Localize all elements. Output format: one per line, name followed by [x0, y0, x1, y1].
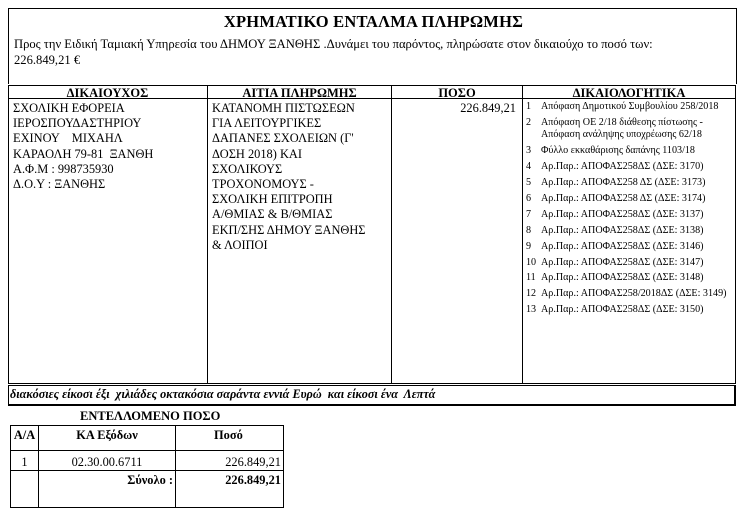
reason-block [212, 101, 390, 253]
header-beneficiary: ΔΙΚΑΙΟΥΧΟΣ [66, 86, 149, 100]
amount-in-words: διακόσιες είκοσι έξι χιλιάδες οκτακόσια σαράντα εννιά Ευρώ και είκοσι ένα Λεπτά [10, 387, 436, 401]
justification-text: Αρ.Παρ.: ΑΠΟΦΑΣ258ΔΣ (ΔΣΕ: 3170) [541, 161, 704, 173]
justification-number: 1 [526, 101, 532, 112]
reason-line: ΣΧΟΛΙΚΗ ΕΠΙΤΡΟΠΗ [212, 192, 333, 207]
reason-line: ΔΟΣΗ 2018) ΚΑΙ [212, 146, 302, 161]
beneficiary-afm: Α.Φ.Μ : 998735930 [13, 161, 114, 176]
table-left-border [8, 85, 9, 384]
justification-item [526, 177, 732, 190]
header-reason: ΑΙΤΙΑ ΠΛΗΡΩΜΗΣ [242, 86, 357, 100]
justification-number: 7 [526, 208, 532, 220]
header-aa: Α/Α [11, 426, 39, 451]
justification-item [526, 193, 732, 206]
reason-line: ΕΚΠ/ΣΗΣ ΔΗΜΟΥ ΞΑΝΘΗΣ [212, 222, 366, 237]
header-justifications: ΔΙΚΑΙΟΛΟΓΗΤΙΚΑ [572, 86, 686, 100]
amount-value: 226.849,21 [460, 101, 516, 115]
justification-item [526, 257, 732, 270]
intro-text [14, 36, 734, 68]
justification-item [526, 101, 732, 114]
reason-line: Α/ΘΜΙΑΣ & Β/ΘΜΙΑΣ [212, 207, 333, 222]
reason-line: ΚΑΤΑΝΟΜΗ ΠΙΣΤΩΣΕΩΝ [212, 101, 355, 115]
justification-text: Απόφαση ΟΕ 2/18 διάθεσης πίστωσης - Απόφαση ανάληψης υποχρέωσης 62/18 [541, 116, 703, 141]
justification-text: Αρ.Παρ.: ΑΠΟΦΑΣ258ΔΣ (ΔΣΕ: 3147) [541, 256, 704, 268]
justification-text: Αρ.Παρ.: ΑΠΟΦΑΣ258 ΔΣ (ΔΣΕ: 3173) [541, 177, 706, 189]
justification-item [526, 288, 732, 301]
justification-number: 8 [526, 224, 532, 236]
beneficiary-line: ΣΧΟΛΙΚΗ ΕΦΟΡΕΙΑ [13, 101, 125, 115]
ordered-amount-title: ΕΝΤΕΛΛΟΜΕΝΟ ΠΟΣΟ [80, 409, 221, 423]
justification-item [526, 241, 732, 254]
justification-number: 6 [526, 192, 532, 204]
justification-text: Αρ.Παρ.: ΑΠΟΦΑΣ258/2018ΔΣ (ΔΣΕ: 3149) [541, 288, 727, 300]
justification-item [526, 304, 732, 317]
header-expense-code: ΚΑ Εξόδων [39, 426, 176, 451]
justification-number: 11 [526, 272, 536, 284]
reason-line: ΤΡΟΧΟΝΟΜΟΥΣ - [212, 177, 314, 192]
justification-text: Αρ.Παρ.: ΑΠΟΦΑΣ258ΔΣ (ΔΣΕ: 3146) [541, 240, 704, 252]
column-divider-3 [522, 85, 523, 384]
justification-text: Αρ.Παρ.: ΑΠΟΦΑΣ258ΔΣ (ΔΣΕ: 3148) [541, 272, 704, 284]
justification-number: 2 [526, 116, 532, 128]
justification-text: Αρ.Παρ.: ΑΠΟΦΑΣ258ΔΣ (ΔΣΕ: 3137) [541, 208, 704, 220]
justification-number: 9 [526, 240, 532, 252]
justification-number: 3 [526, 145, 532, 157]
table-bottom-border [8, 383, 736, 384]
justification-item [526, 145, 732, 158]
justification-number: 13 [526, 304, 537, 316]
ordered-amount-header-row [11, 426, 284, 451]
row-aa: 1 [11, 451, 39, 471]
justification-item [526, 272, 732, 285]
justification-item [526, 225, 732, 238]
table-right-border [735, 85, 736, 384]
beneficiary-block [13, 101, 205, 192]
table-row [11, 451, 284, 471]
beneficiary-line: ΚΑΡΑΟΛΗ 79-81 ΞΑΝΘΗ [13, 146, 154, 161]
column-divider-2 [391, 85, 392, 384]
justification-number: 4 [526, 161, 532, 173]
header-amount: Ποσό [176, 426, 284, 451]
intro-line-1: Προς την Ειδική Ταμιακή Υπηρεσία του ΔΗΜΟΥ ΞΑΝΘΗΣ .Δυνάμει του παρόντος, πληρώσατε στον δικαιούχο το ποσό των: [14, 37, 653, 51]
justification-number: 10 [526, 256, 537, 268]
justification-item [526, 161, 732, 174]
justification-text: Φύλλο εκκαθάρισης δαπάνης 1103/18 [541, 145, 695, 157]
total-row [11, 471, 284, 508]
justification-number: 5 [526, 177, 532, 189]
beneficiary-line: ΕΧΙΝΟΥ ΜΙΧΑΗΛ [13, 131, 123, 146]
row-expense-code: 02.30.00.6711 [39, 451, 176, 471]
total-empty-cell [11, 471, 39, 508]
row-amount: 226.849,21 [176, 451, 284, 471]
document-title: ΧΡΗΜΑΤΙΚΟ ΕΝΤΑΛΜΑ ΠΛΗΡΩΜΗΣ [223, 12, 524, 31]
intro-amount: 226.849,21 € [14, 53, 81, 67]
justification-text: Αρ.Παρ.: ΑΠΟΦΑΣ258 ΔΣ (ΔΣΕ: 3174) [541, 192, 706, 204]
justification-item [526, 209, 732, 222]
total-label: Σύνολο : [39, 471, 176, 508]
header-amount: ΠΟΣΟ [438, 86, 476, 100]
justification-text: Απόφαση Δημοτικού Συμβουλίου 258/2018 [541, 101, 719, 112]
beneficiary-line: ΙΕΡΟΣΠΟΥΔΑΣΤΗΡΙΟΥ [13, 116, 142, 131]
justifications-list [526, 101, 732, 320]
beneficiary-doy: Δ.Ο.Υ : ΞΑΝΘΗΣ [13, 177, 106, 192]
total-value: 226.849,21 [176, 471, 284, 508]
reason-line: ΓΙΑ ΛΕΙΤΟΥΡΓΙΚΕΣ [212, 116, 322, 131]
justification-text: Αρ.Παρ.: ΑΠΟΦΑΣ258ΔΣ (ΔΣΕ: 3150) [541, 304, 704, 316]
column-divider-1 [207, 85, 208, 384]
reason-line: ΔΑΠΑΝΕΣ ΣΧΟΛΕΙΩΝ (Γ' [212, 131, 354, 146]
reason-line: ΣΧΟΛΙΚΟΥΣ [212, 161, 283, 176]
ordered-amount-table [10, 425, 284, 508]
justification-item [526, 117, 732, 142]
reason-line: & ΛΟΙΠΟΙ [212, 237, 268, 252]
justification-text: Αρ.Παρ.: ΑΠΟΦΑΣ258ΔΣ (ΔΣΕ: 3138) [541, 224, 704, 236]
justification-number: 12 [526, 288, 537, 300]
